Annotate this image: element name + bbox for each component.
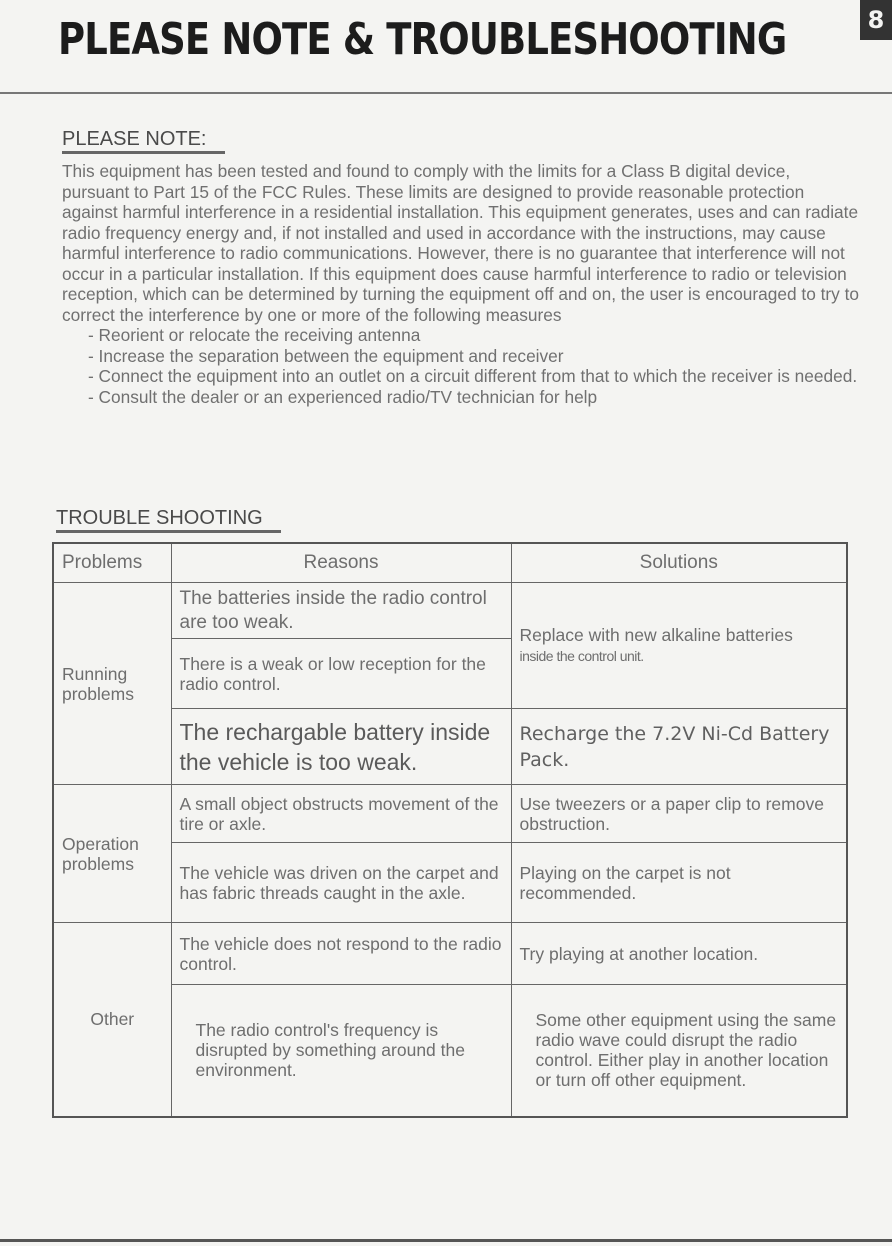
reason-cell: The rechargable battery inside the vehicle is too weak.	[171, 709, 511, 785]
list-item: - Reorient or relocate the receiving antenna	[88, 325, 421, 345]
solution-cell: Try playing at another location.	[511, 923, 847, 985]
reason-cell: There is a weak or low reception for the radio control.	[171, 639, 511, 709]
category-running-problems: Running problems	[53, 583, 171, 785]
table-row	[53, 583, 847, 639]
please-note-heading: PLEASE NOTE:	[62, 128, 225, 154]
column-header-problems: Problems	[53, 543, 171, 583]
troubleshooting-heading: TROUBLE SHOOTING	[56, 507, 281, 533]
reason-cell: A small object obstructs movement of the tire or axle.	[171, 785, 511, 843]
table-row	[53, 843, 847, 923]
solution-cell: Recharge the 7.2V Ni-Cd Battery Pack.	[511, 709, 847, 785]
category-other: Other	[53, 923, 171, 1117]
bottom-divider	[0, 1239, 892, 1242]
solution-cell: Playing on the carpet is not recommended.	[511, 843, 847, 923]
solution-cell: Some other equipment using the same radio wave could disrupt the radio control. Either play in another location or turn off other equipment.	[511, 985, 847, 1117]
page-title: PLEASE NOTE & TROUBLESHOOTING	[58, 14, 787, 65]
table-header-row	[53, 543, 847, 583]
list-item: - Connect the equipment into an outlet on a circuit different from that to which the receiver is needed.	[88, 366, 858, 386]
category-operation-problems: Operation problems	[53, 785, 171, 923]
column-header-reasons: Reasons	[171, 543, 511, 583]
list-item: - Consult the dealer or an experienced radio/TV technician for help	[88, 386, 598, 407]
column-header-solutions: Solutions	[511, 543, 847, 583]
please-note-body	[62, 161, 862, 407]
page-number-badge: 8	[860, 0, 892, 40]
reason-cell: The vehicle does not respond to the radio control.	[171, 923, 511, 985]
table-row	[53, 785, 847, 843]
table-row	[53, 923, 847, 985]
solution-cell: Replace with new alkaline batteries inside the control unit.	[511, 583, 847, 709]
solution-cell: Use tweezers or a paper clip to remove obstruction.	[511, 785, 847, 843]
measures-list	[62, 325, 862, 407]
table-row	[53, 709, 847, 785]
title-divider	[0, 92, 892, 94]
reason-cell: The batteries inside the radio control are too weak.	[171, 583, 511, 639]
fcc-paragraph: This equipment has been tested and found to comply with the limits for a Class B digital device, pursuant to Part 15 of the FCC Rules. These limits are designed to provide reasonable protection against harmful interference in a residential installation. This equipment generates, uses and can radiate radio frequency energy and, if not installed and used in accordance with the instructions, may cause harmful interference to radio communications. However, there is no guarantee that interference will not occur in a particular installation. If this equipment does cause harmful interference to radio or television reception, which can be determined by turning the equipment off and on, the user is encouraged to try to correct the interference by one or more of the following measures	[62, 161, 860, 325]
reason-cell: The vehicle was driven on the carpet and has fabric threads caught in the axle.	[171, 843, 511, 923]
reason-cell: The radio control's frequency is disrupted by something around the environment.	[171, 985, 511, 1117]
troubleshooting-table	[52, 542, 848, 1118]
table-row	[53, 985, 847, 1117]
list-item: - Increase the separation between the equipment and receiver	[88, 345, 564, 366]
